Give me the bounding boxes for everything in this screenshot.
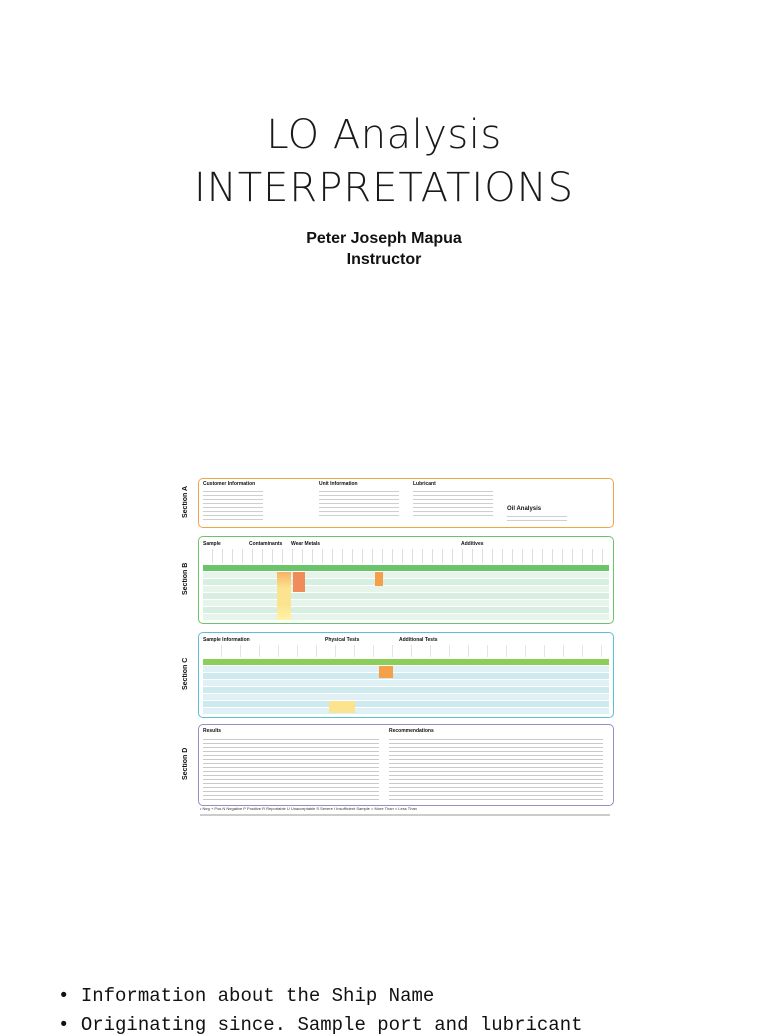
table-row bbox=[203, 579, 609, 585]
additives-heading: Additives bbox=[461, 541, 484, 547]
section-d-panel bbox=[198, 724, 614, 806]
table-row bbox=[203, 593, 609, 599]
table-row bbox=[203, 586, 609, 592]
highlight-column bbox=[277, 572, 291, 620]
additional-tests-heading: Additional Tests bbox=[399, 637, 438, 643]
column-headers bbox=[203, 549, 609, 563]
bullet-item: • Information about the Ship Name bbox=[58, 985, 435, 1007]
report-footer-line bbox=[200, 814, 610, 816]
author-role: Instructor bbox=[346, 251, 422, 268]
oil-analysis-report-image bbox=[182, 476, 614, 818]
results-text-lines bbox=[203, 737, 379, 801]
table-row bbox=[203, 673, 609, 679]
table-row bbox=[203, 708, 609, 714]
results-heading: Results bbox=[203, 728, 222, 734]
lubricant-text-lines bbox=[413, 489, 493, 517]
section-b-label: Section B bbox=[182, 562, 189, 596]
physical-tests-heading: Physical Tests bbox=[325, 637, 360, 643]
table-row bbox=[203, 614, 609, 620]
section-c-label: Section C bbox=[182, 657, 189, 691]
author-name: Peter Joseph Mapua bbox=[306, 230, 462, 247]
customer-text-lines bbox=[203, 489, 263, 521]
contaminants-heading: Contaminants bbox=[249, 541, 283, 547]
highlight-cells bbox=[293, 572, 305, 592]
report-legend: • Neg + Pos N Negative P Positive R Reportable U Unacceptable S Severe I Insufficient Sample > More Than < Less Than bbox=[200, 806, 417, 811]
column-headers bbox=[203, 645, 609, 657]
lab-address-lines bbox=[507, 514, 567, 522]
bullet-text: Originating since. Sample port and lubricant bbox=[80, 1014, 583, 1036]
section-d-label: Section D bbox=[182, 747, 189, 781]
section-b-panel bbox=[198, 536, 614, 624]
wear-metals-heading: Wear Metals bbox=[291, 541, 321, 547]
bullet-text: Information about the Ship Name bbox=[80, 985, 435, 1007]
table-row bbox=[203, 607, 609, 613]
table-row bbox=[203, 687, 609, 693]
recommendations-text-lines bbox=[389, 737, 603, 801]
table-row bbox=[203, 680, 609, 686]
table-row bbox=[203, 701, 609, 707]
unit-text-lines bbox=[319, 489, 399, 517]
table-row bbox=[203, 666, 609, 672]
header-row bbox=[203, 565, 609, 571]
lubricant-heading: Lubricant bbox=[413, 481, 436, 487]
unit-info-heading: Unit Information bbox=[319, 481, 358, 487]
highlight-cells bbox=[375, 572, 383, 586]
slide-title-line2: INTERPRETATIONS bbox=[193, 165, 575, 211]
customer-info-heading: Customer Information bbox=[203, 481, 256, 487]
highlight-cells bbox=[379, 666, 393, 678]
slide-title-line1: LO Analysis bbox=[266, 112, 502, 158]
lab-name: Oil Analysis bbox=[507, 506, 542, 512]
recommendations-heading: Recommendations bbox=[389, 728, 434, 734]
table-row bbox=[203, 694, 609, 700]
header-row bbox=[203, 659, 609, 665]
section-a-panel bbox=[198, 478, 614, 528]
highlight-cells bbox=[329, 701, 355, 713]
table-row bbox=[203, 600, 609, 606]
section-c-panel bbox=[198, 632, 614, 718]
sample-heading: Sample bbox=[203, 541, 221, 547]
sample-information-heading: Sample Information bbox=[203, 637, 250, 643]
bullet-item: • Originating since. Sample port and lubricant bbox=[58, 1014, 583, 1036]
table-row bbox=[203, 572, 609, 578]
section-a-label: Section A bbox=[182, 485, 189, 519]
